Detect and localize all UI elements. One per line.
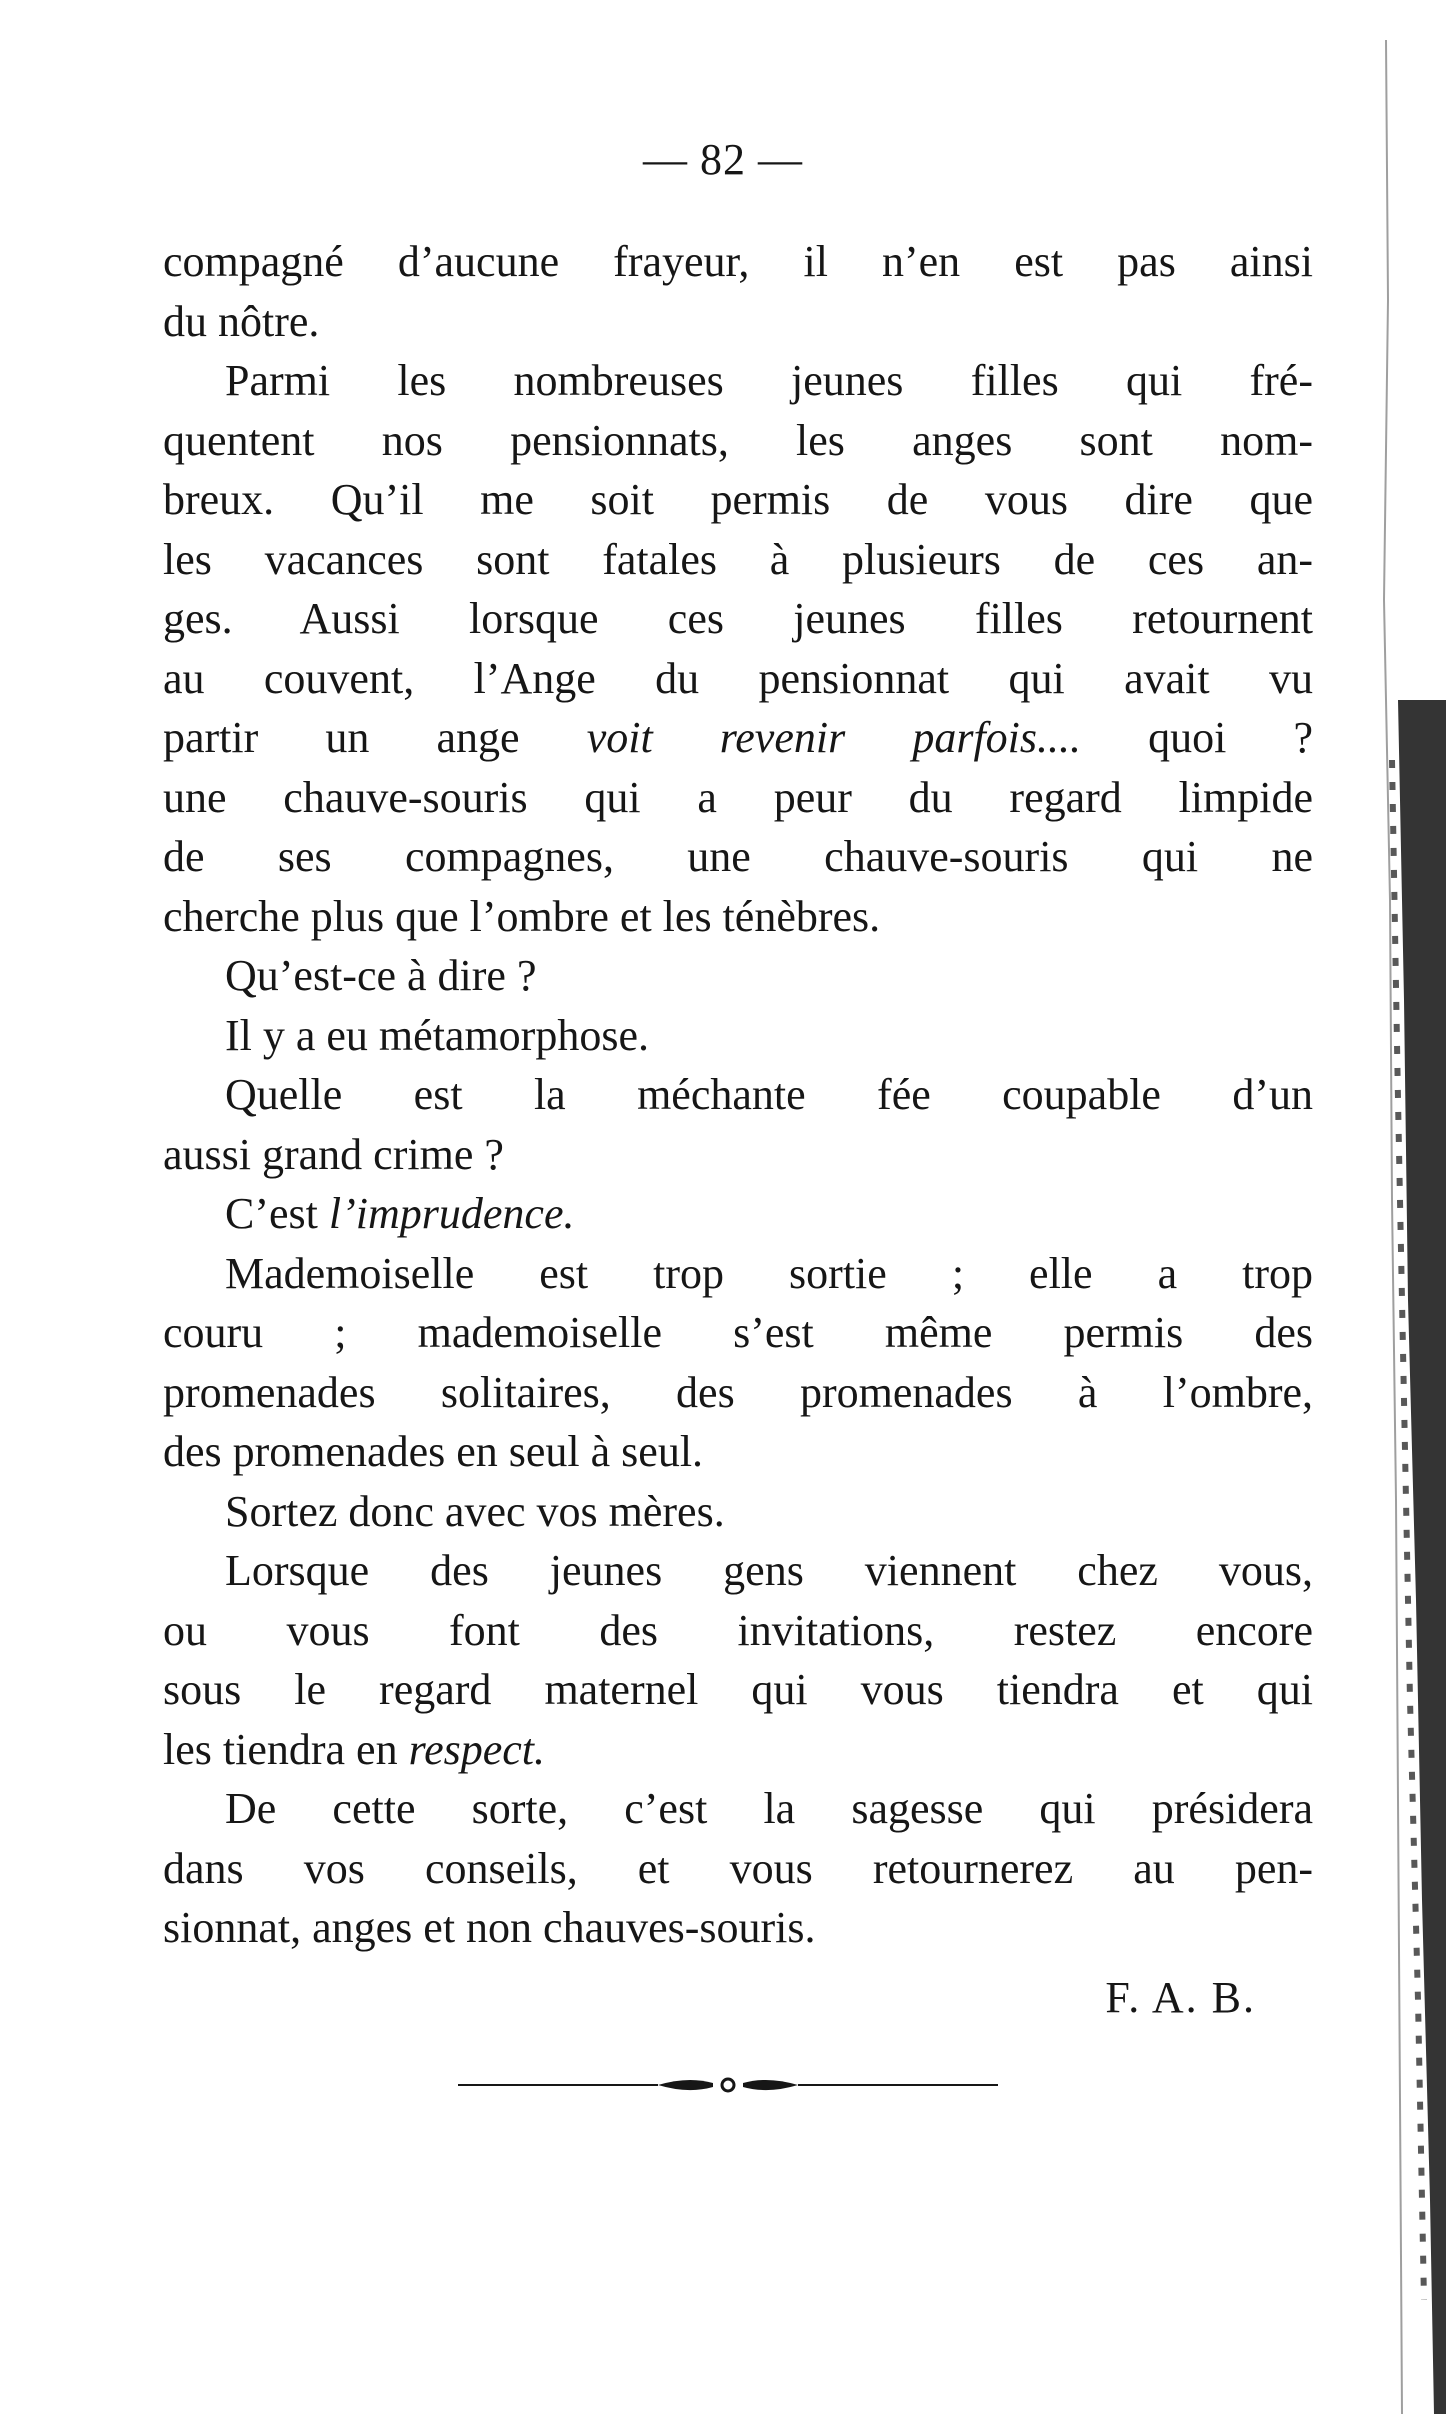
text-line: De cette sorte, c’est la sagesse qui présidera [225,1784,1313,1833]
text-line: couru ; mademoiselle s’est même permis des [163,1308,1313,1357]
text-line: de ses compagnes, une chauve-souris qui ne [163,832,1313,881]
text-line: Quelle est la méchante fée coupable d’un [225,1070,1313,1119]
text-line: Sortez donc avec vos mères. [225,1486,725,1536]
roman-text: partir un ange [163,713,587,762]
text-line: cherche plus que l’ombre et les ténèbres. [163,891,881,941]
text-line: quentent nos pensionnats, les anges sont nom- [163,415,1313,465]
text-line: Parmi les nombreuses jeunes filles qui fré- [225,356,1313,405]
text-line: Lorsque des jeunes gens viennent chez vous, [225,1546,1313,1595]
body-text [163,232,1313,1958]
text-line: les vacances sont fatales à plusieurs de ces an- [163,534,1313,584]
text-line: dans vos conseils, et vous retournerez au pen- [163,1843,1313,1893]
text-line: Mademoiselle est trop sortie ; elle a trop [225,1248,1313,1298]
italic-text: voit revenir parfois.... [586,713,1082,762]
author-signature: F. A. B. [1105,1973,1256,2022]
text-line: Il y a eu métamorphose. [225,1010,649,1060]
text-line: aussi grand crime ? [163,1129,504,1179]
text-line [163,1720,1313,1780]
text-line [163,1184,1313,1244]
fleuron-ornament [458,2070,998,2100]
text-line: compagné d’aucune frayeur, il n’en est pas ainsi [163,237,1313,286]
roman-text: les tiendra en [163,1724,409,1774]
page-number: — 82 — [643,135,803,184]
italic-text: l’imprudence. [328,1189,575,1238]
text-line: ges. Aussi lorsque ces jeunes filles retournent [163,594,1313,643]
text-line: sionnat, anges et non chauves-souris. [163,1903,816,1952]
text-line: Qu’est-ce à dire ? [225,951,537,1000]
italic-text: respect. [408,1724,546,1774]
roman-text: quoi ? [1081,713,1313,762]
text-line: breux. Qu’il me soit permis de vous dire que [163,475,1313,524]
scanned-page-edge [1326,0,1446,2414]
text-line [163,708,1313,768]
text-line: promenades solitaires, des promenades à l’ombre, [163,1367,1313,1417]
text-line: au couvent, l’Ange du pensionnat qui avait vu [163,653,1313,703]
text-line: des promenades en seul à seul. [163,1427,704,1476]
text-line: du nôtre. [163,296,320,346]
text-line: sous le regard maternel qui vous tiendra et qui [163,1665,1313,1714]
text-line: une chauve-souris qui a peur du regard limpide [163,772,1313,822]
roman-text: C’est [225,1189,329,1238]
text-line: ou vous font des invitations, restez encore [163,1605,1313,1655]
